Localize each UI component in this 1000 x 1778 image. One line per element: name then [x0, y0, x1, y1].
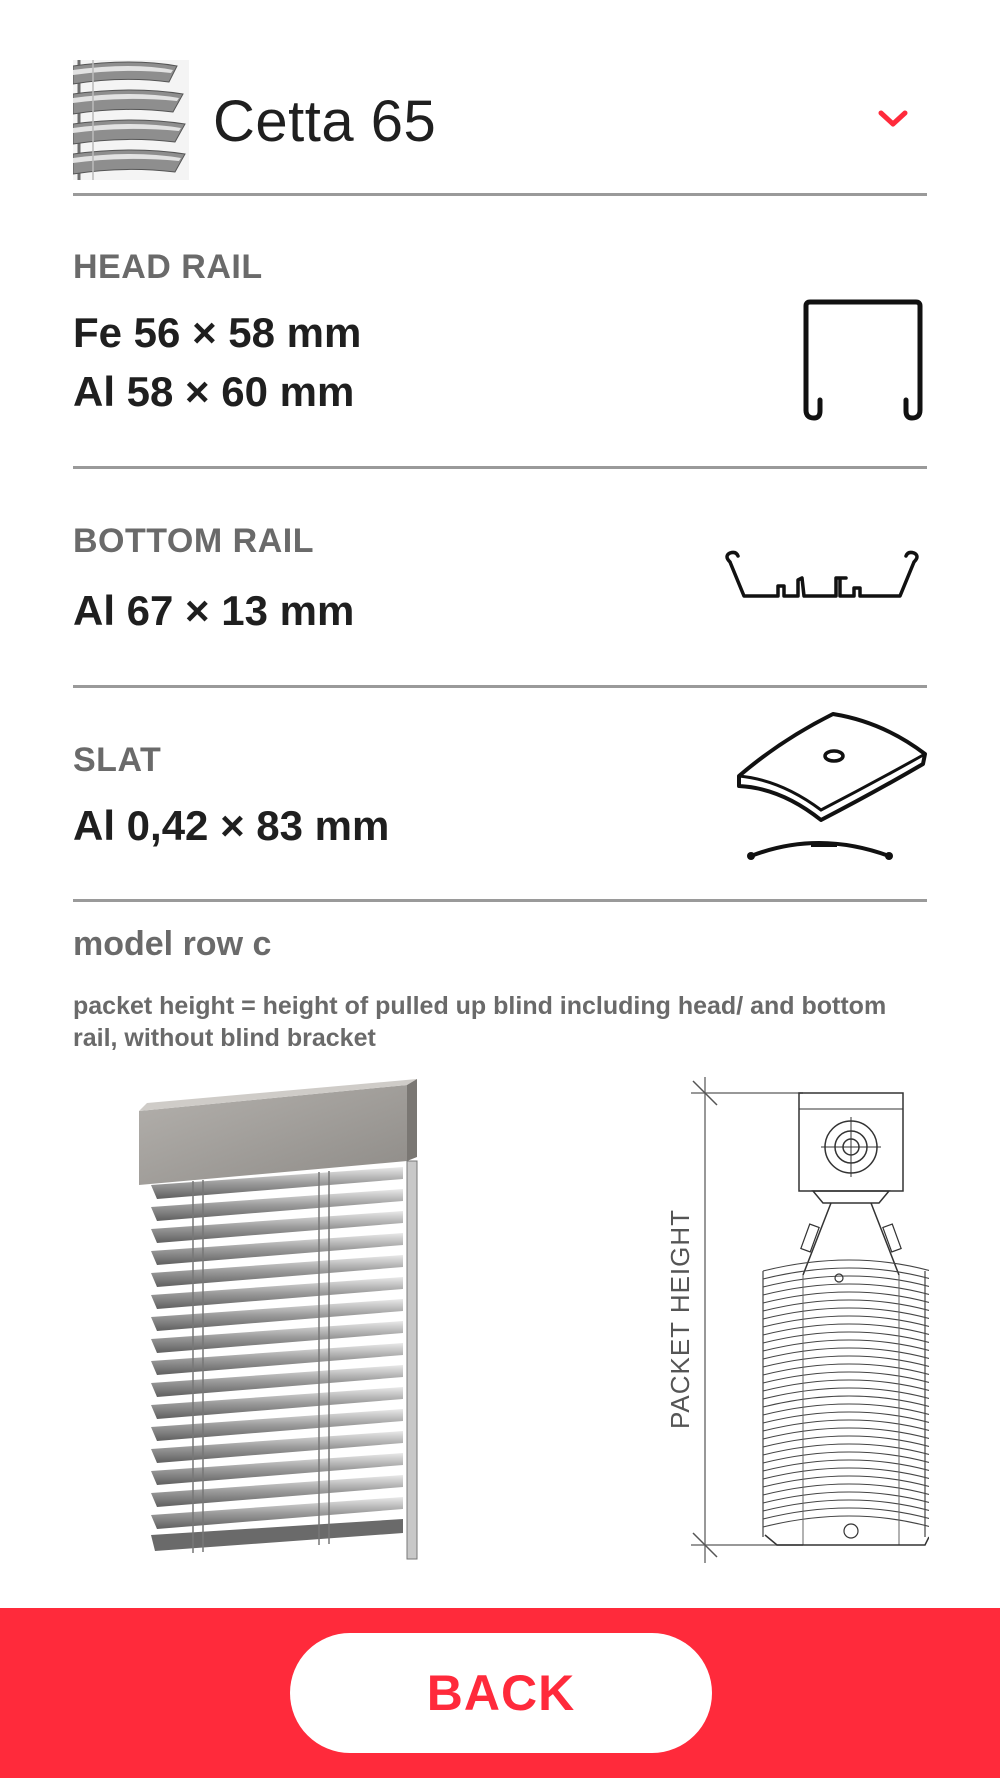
divider: [73, 899, 927, 902]
model-row-title: model row c: [73, 925, 272, 963]
packet-height-label: PACKET HEIGHT: [665, 1208, 695, 1430]
divider: [73, 193, 927, 196]
slat-label: SLAT: [73, 741, 162, 779]
product-title: Cetta 65: [213, 89, 437, 154]
packet-height-diagram: [653, 1075, 929, 1565]
back-button[interactable]: BACK: [290, 1633, 712, 1753]
blind-product-image: [133, 1075, 483, 1565]
product-header[interactable]: [73, 58, 927, 183]
bottom-rail-profile-icon: [718, 550, 928, 604]
footer-bar: [0, 1608, 1000, 1778]
head-rail-spec-al: Al 58 × 60 mm: [73, 368, 355, 415]
packet-height-note: packet height = height of pulled up blind including head/ and bottom rail, without blind bracket: [73, 992, 887, 1052]
blind-slats-thumbnail: [73, 60, 189, 180]
bottom-rail-spec: Al 67 × 13 mm: [73, 587, 355, 634]
head-rail-spec-fe: Fe 56 × 58 mm: [73, 309, 362, 356]
bottom-rail-label: BOTTOM RAIL: [73, 522, 314, 560]
chevron-down-icon[interactable]: [877, 108, 909, 130]
divider: [73, 466, 927, 469]
divider: [73, 685, 927, 688]
head-rail-label: HEAD RAIL: [73, 248, 263, 286]
slat-profile-icon: [733, 708, 929, 866]
slat-spec: Al 0,42 × 83 mm: [73, 802, 390, 849]
head-rail-profile-icon: [798, 296, 928, 424]
